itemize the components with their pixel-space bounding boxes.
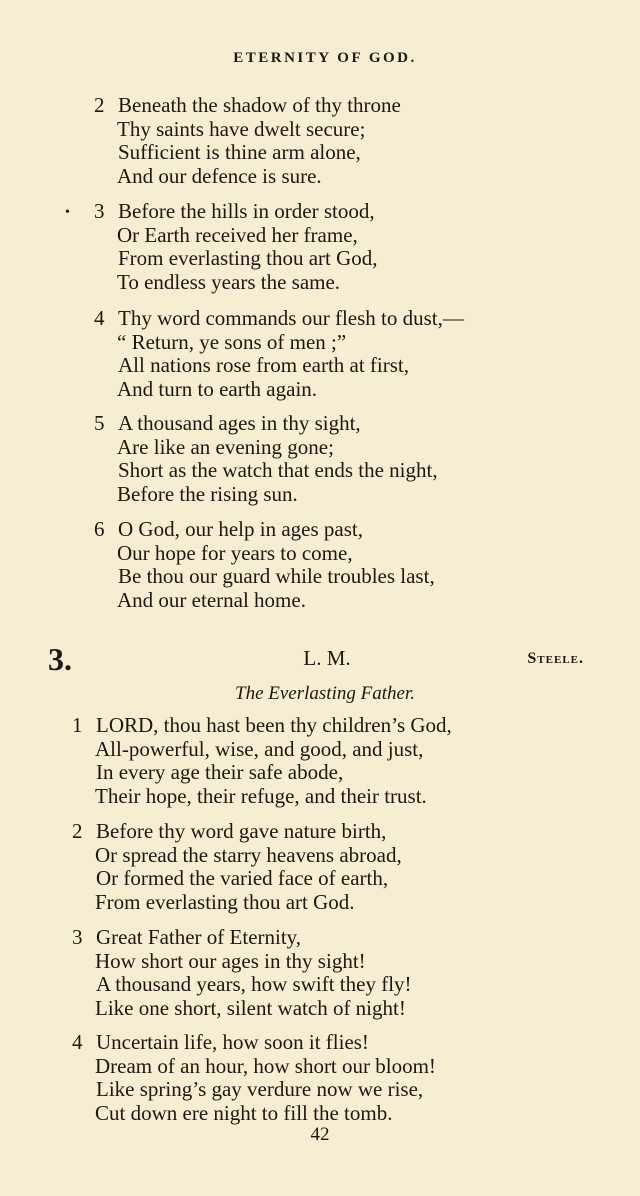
stanza (94, 94, 401, 188)
verse-line: Cut down ere night to fill the tomb. (95, 1100, 393, 1125)
verse-line: 3 Before the hills in order stood, (94, 199, 375, 223)
verse-line: 2 Before thy word gave nature birth, (72, 819, 387, 843)
stanza (94, 307, 464, 401)
verse-line: In every age their safe abode, (96, 760, 344, 784)
verse-line: Our hope for years to come, (117, 540, 353, 565)
verse-line: 2 Beneath the shadow of thy throne (94, 93, 401, 117)
verse-line: Are like an evening gone; (117, 434, 334, 459)
hymn-title: The Everlasting Father. (235, 683, 415, 704)
stanza-number: 4 (72, 1030, 83, 1054)
running-head: ETERNITY OF GOD. (233, 50, 417, 66)
stanza-number: 3 (72, 925, 83, 949)
stanza (72, 1031, 436, 1125)
verse-line: Thy saints have dwelt secure; (117, 116, 366, 141)
verse-line: All-powerful, wise, and good, and just, (95, 736, 424, 761)
verse-line: And turn to earth again. (117, 376, 318, 401)
verse-line: 6 O God, our help in ages past, (94, 517, 363, 541)
verse-line: 4 Uncertain life, how soon it flies! (72, 1030, 369, 1054)
verse-line: Sufficient is thine arm alone, (118, 140, 361, 164)
verse-line: 3 Great Father of Eternity, (72, 925, 302, 949)
hymn-number: 3. (48, 641, 72, 677)
verse-line: Be thou our guard while troubles last, (118, 564, 435, 588)
verse-line: 4 Thy word commands our flesh to dust,— (94, 306, 464, 330)
verse-line: To endless years the same. (117, 269, 341, 294)
verse-line: How short our ages in thy sight! (95, 948, 366, 973)
verse-line: From everlasting thou art God, (118, 246, 378, 270)
verse-line: Short as the watch that ends the night, (118, 458, 438, 482)
verse-line: Their hope, their refuge, and their trust. (95, 783, 427, 808)
verse-line: Or spread the starry heavens abroad, (95, 842, 402, 867)
stanza (72, 926, 412, 1020)
verse-line: 5 A thousand ages in thy sight, (94, 411, 361, 435)
verse-line: 1 LORD, thou hast been thy children’s God, (72, 713, 452, 737)
stanza (94, 412, 438, 506)
verse-line: And our defence is sure. (117, 163, 322, 188)
stanza (72, 714, 452, 808)
stanza-number: 5 (94, 411, 105, 435)
stanza-number: 4 (94, 306, 105, 330)
verse-line: “ Return, ye sons of men ;” (117, 329, 347, 354)
stanza-number: 1 (72, 713, 83, 737)
hymn-author: Steele. (527, 650, 584, 667)
page-number: 42 (310, 1124, 330, 1145)
stanza-number: 2 (94, 93, 105, 117)
verse-line: Or formed the varied face of earth, (96, 866, 389, 890)
verse-line: Before the rising sun. (117, 481, 298, 506)
verse-line: Dream of an hour, how short our bloom! (95, 1053, 436, 1078)
verse-line: Or Earth received her frame, (117, 222, 358, 247)
verse-line: Like one short, silent watch of night! (95, 995, 406, 1020)
stanza-number: 6 (94, 517, 105, 541)
stanza-number: 2 (72, 819, 83, 843)
stanza-number: 3 (94, 199, 105, 223)
stanza (72, 820, 402, 914)
hymn-meter: L. M. (303, 646, 351, 670)
verse-line: A thousand years, how swift they fly! (96, 972, 412, 996)
verse-line: All nations rose from earth at first, (118, 353, 410, 377)
stanza (94, 200, 378, 294)
verse-line: Like spring’s gay verdure now we rise, (96, 1077, 424, 1101)
verse-line: From everlasting thou art God. (95, 889, 355, 914)
stanza (94, 518, 435, 612)
verse-line: And our eternal home. (117, 587, 306, 612)
margin-mark-icon: • (65, 205, 70, 220)
